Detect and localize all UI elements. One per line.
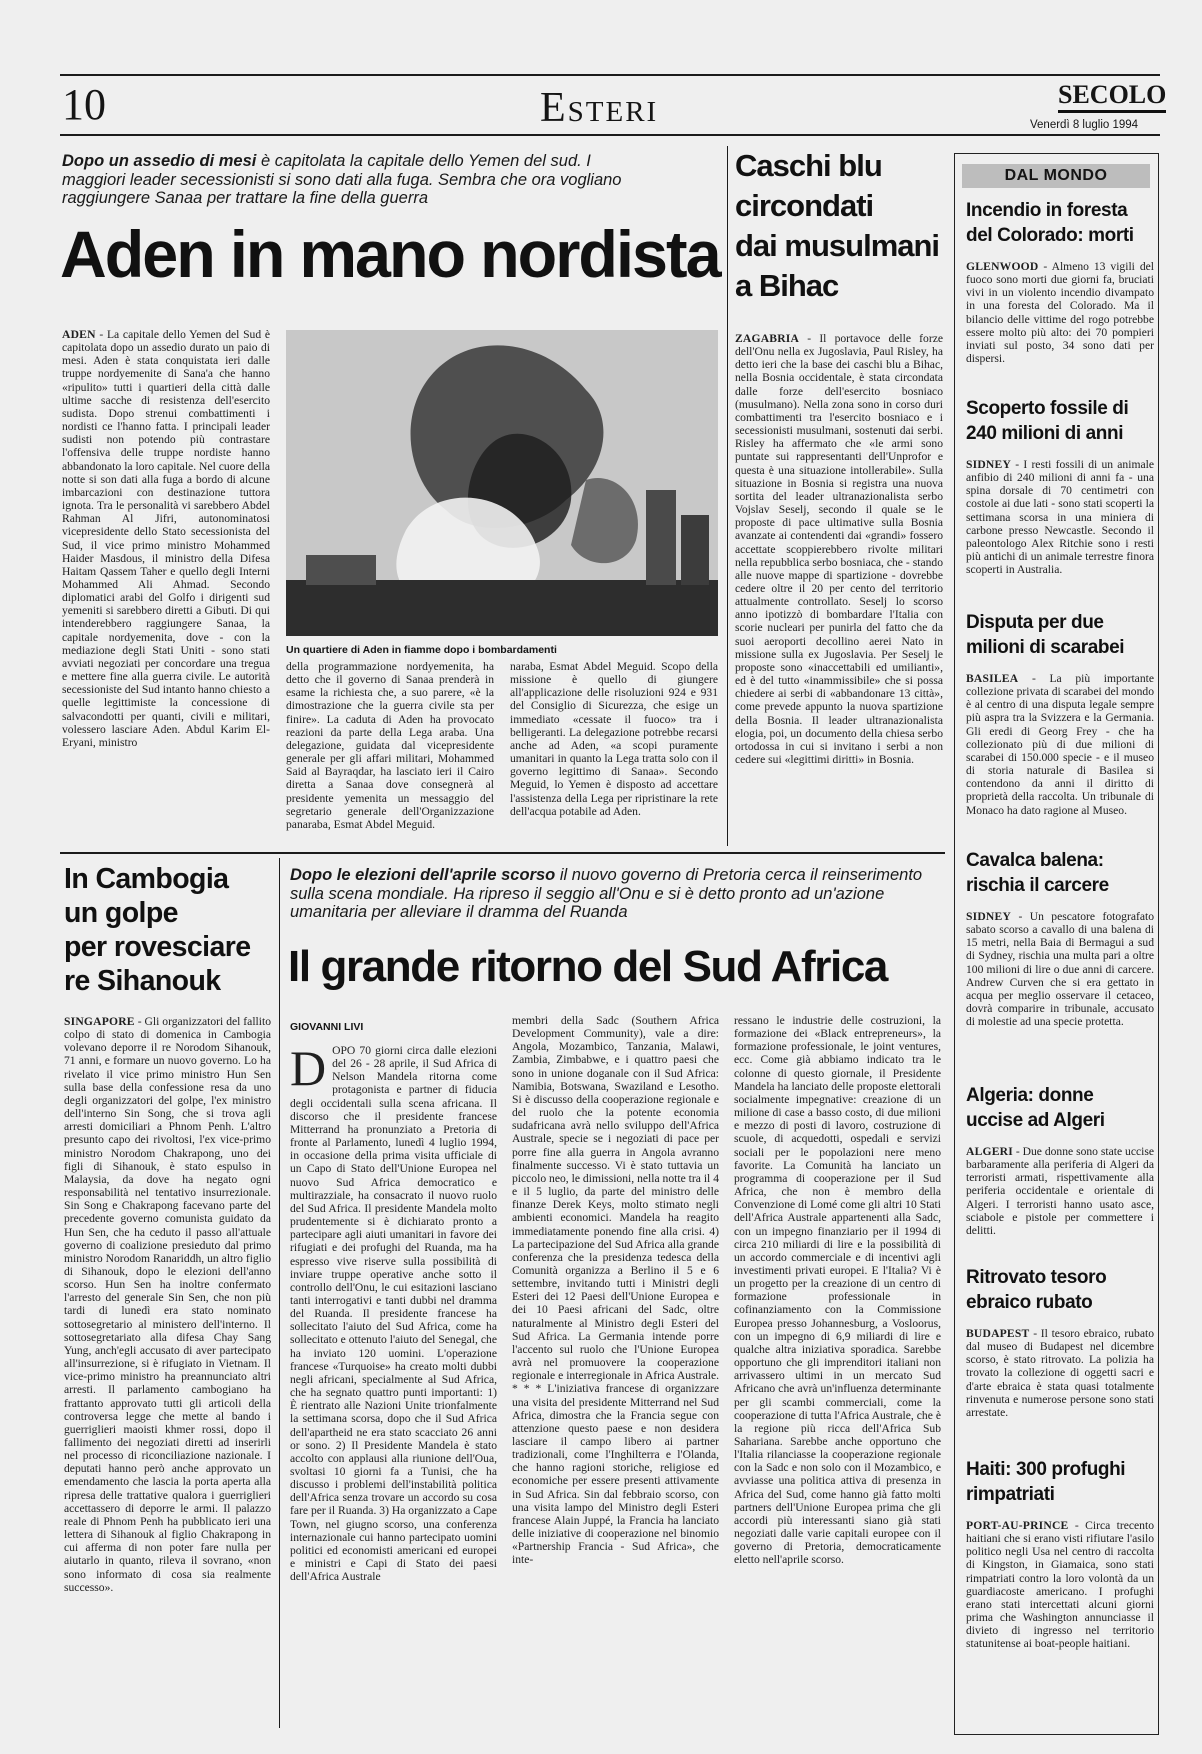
- news-item-body: [966, 1145, 1154, 1237]
- news-item-title-2: rimpatriati: [966, 1484, 1055, 1505]
- aden-headline: Aden in mano nordista: [60, 217, 720, 291]
- sudafrica-byline: GIOVANNI LIVI: [290, 1021, 364, 1033]
- issue-date: Venerdì 8 luglio 1994: [1030, 119, 1139, 131]
- bihac-headline-1: Caschi blu: [735, 148, 882, 183]
- page-number: 10: [62, 80, 106, 129]
- news-item-text: - Un pescatore fotografato sabato scorso a cavallo di una balena di 15 metri, nella Baia di Bermagui a sud di Sydney, rischia una multa pari a oltre 100 milioni di lire o due anni di carcere. Andrew Curven che si era gettato in acqua per meglio osservare il cetaceo, dovrà comparire in tribunale, accusato di molestie ad una specie protetta.: [966, 910, 1154, 1029]
- aden-col-3: [510, 660, 718, 843]
- news-item-title-1: Haiti: 300 profughi: [966, 1459, 1126, 1480]
- sudafrica-kicker-rest: il nuovo governo di Pretoria cerca il reinserimento sulla scena mondiale. Ha ripreso il seggio all'Onu e si è detto pronto ad un'azione umanitaria per alleviare il dramma del Ruanda: [290, 866, 923, 921]
- news-item-title-2: del Colorado: morti: [966, 225, 1134, 246]
- aden-photo-caption: Un quartiere di Aden in fiamme dopo i bombardamenti: [286, 644, 557, 656]
- cambogia-headline-2: un golpe: [64, 897, 178, 929]
- news-item-dateline: BASILEA: [966, 672, 1019, 685]
- aden-col-1: [62, 328, 270, 843]
- news-item-title-1: Algeria: donne: [966, 1085, 1094, 1106]
- news-item-title-2: 240 milioni di anni: [966, 423, 1124, 444]
- bihac-headline-4: a Bihac: [735, 268, 839, 303]
- news-item-dateline: ALGERI: [966, 1145, 1013, 1158]
- news-item-body: [966, 458, 1154, 576]
- news-item-title-1: Scoperto fossile di: [966, 398, 1129, 419]
- news-item-dateline: GLENWOOD: [966, 260, 1039, 273]
- news-item-text: - Il tesoro ebraico, rubato dal museo di Budapest nel dicembre scorso, è stato ritrovato. La polizia ha trovato la collezione di oggetti sacri e d'arte ebraica è stata quasi totalmente rinvenuta e numerose persone sono stati arrestate.: [966, 1327, 1154, 1419]
- header-rule: [60, 134, 1160, 136]
- cambogia-text: - Gli organizzatori del fallito colpo di stato di domenica in Cambogia volevano deporre il re Norodom Sihanouk, 71 anni, e formare un nuovo governo. Lo ha rivelato il vice primo ministro Hun Sen sulla base della confessione resa da uno degli organizzatori del golpe, l'ex ministro dell'interno Sin Song, che si trova agli arresti domiciliari a Phnom Penh. L'altro presunto capo dei rivoltosi, l'ex vice-primo ministro Norodom Chakrapong, uno dei figli di Sihanouk, è stato espulso in Malaysia, da dove ha negato ogni responsabilità nel tentativo insurrezionale. Sin Song e Chakrapong facevano parte del precedente governo comunista guidato da Hun Sen, che ha ceduto il passo all'attuale governo di coalizione presieduto dal primo ministro Norodom Ranariddh, un altro figlio di Sihanouk, dopo le elezioni dell'anno scorso. Hun Sen ha inoltre confermato l'arresto del generale Sin Sen, che non più tardi di lunedì era stato nominato sottosegretario al ministero dell'interno. Il sottosegretariato alla difesa Chay Sang Yung, anch'egli accusato di aver partecipato all'insurrezione, si è rifugiato in Vietnam. Il vice-primo ministro ha preannunciato altri arresti. Il parlamento cambogiano ha frattanto approvato tutti gli articoli della controversa legge che mette al bando i guerriglieri maoisti khmer rossi, dopo il fallimento dei negoziati diretti ad inserirli nel processo di riconciliazione nazionale. I deputati hanno però anche approvato un emendamento che lascia la porta aperta alla ripresa delle trattative qualora i guerriglieri accettassero di deporre le armi. Il palazzo reale di Phnom Penh ha pubblicato ieri una lettera di Sihanouk al figlio Chakrapong in cui afferma di non poter fare nulla per aiutarlo in quanto, rileva il sovrano, «non sono informato di cosa sia realmente successo».: [64, 1015, 271, 1594]
- news-item-title-1: Cavalca balena:: [966, 850, 1104, 871]
- top-rule: [60, 74, 1160, 76]
- column-rule-2: [279, 858, 280, 1728]
- news-item-body: [966, 1519, 1154, 1651]
- aden-kicker: [62, 152, 642, 208]
- cambogia-body: [64, 1015, 271, 1720]
- aden-body-2: della programmazione nordyemenita, ha detto che il governo di Sanaa prenderà in esame la richiesta che, a suo parere, «è la dimostrazione che la guerra civile sta per finire». La caduta di Aden ha provocato reazioni da parte della Lega araba. Una delegazione, guidata dal vicepresidente generale per gli affari militari, Mohammed Said al Bayraqdar, ha lasciato ieri il Cairo diretta a Sanaa dove consegnerà al presidente yemenita un messaggio del segretario generale dell'Organizzazione panaraba, Esmat Abdel Meguid.: [286, 660, 494, 831]
- sudafrica-col-1: [290, 1044, 497, 1724]
- aden-body-3: naraba, Esmat Abdel Meguid. Scopo della missione è quello di giungere all'applicazione delle risoluzioni 924 e 931 del Consiglio di Sicurezza, che esige un immediato «cessate il fuoco» tra i belligeranti. La delegazione potrebbe recarsi anche ad Aden, «a scopi puramente umanitari in quanto la Lega tratta solo con il governo legittimo di Sanaa». Secondo Meguid, lo Yemen è disposto ad accettare l'assistenza della Lega per ripristinare la rete dell'acqua potabile ad Aden.: [510, 660, 718, 818]
- news-item-text: - Almeno 13 vigili del fuoco sono morti due giorni fa, bruciati vivi in un violento incendio divampato in una foresta del Colorado. Ma il bilancio delle vittime del rogo potrebbe essere molto più alto: dei 70 pompieri inviati sul posto, 34 sono dati per dispersi.: [966, 260, 1154, 366]
- sudafrica-headline: Il grande ritorno del Sud Africa: [288, 942, 887, 991]
- news-item: [966, 198, 1154, 396]
- sudafrica-col-3: [734, 1014, 941, 1724]
- news-item-dateline: BUDAPEST: [966, 1327, 1030, 1340]
- section-title: Esteri: [540, 85, 659, 131]
- sudafrica-body-1: OPO 70 giorni circa dalle elezioni del 26 - 28 aprile, il Sud Africa di Nelson Mandela ritorna come protagonista e partner di fiducia degli occidentali sulla scena africana. Il discorso che il presidente francese Mitterrand ha pronunziato a Pretoria di fronte al Parlamento, lunedì 4 luglio 1994, in occasione della prima visita ufficiale di un Capo di Stato dell'Unione Europea nel nuovo Sud Africa democratico e multirazziale, ha consacrato il nuovo ruolo del Sud Africa. Il presidente Mandela molto prudentemente si è dichiarato pronto a partecipare agli aiuti umanitari in favore dei rifugiati e dei profughi del Ruanda, ma ha espresso vive riserve sulla possibilità di inviare truppe operative anche sotto il controllo dell'Onu, le cui esitazioni lasciano tanti interrogativi e tanti dubbi nel dramma del Ruanda. Il presidente francese ha sollecitato l'aiuto del Sud Africa, come ha sollecitato e ottenuto l'aiuto del Senegal, che ha inviato 120 uomini. L'operazione francese «Turquoise» ha creato molti dubbi negli africani, specialmente al Sud Africa, che ha segnato quattro punti importanti: 1) È rientrato alle Nazioni Unite trionfalmente la settimana scorsa, dopo che il Sud Africa dell'apartheid ne era stato scacciato 26 anni or sono. 2) Il Presidente Mandela è stato accolto con applausi alla riunione dell'Oua, svoltasi 10 giorni fa a Tunisi, che ha discusso i problemi dell'instabilità politica dell'Africa senza trovare un accordo su cosa fare per il Ruanda. 3) Ha organizzato a Cape Town, nel giugno scorso, una conferenza internazionale cui hanno partecipato uomini politici ed economisti americani ed europei e ministri e Capi di Stato dei paesi dell'Africa Australe: [290, 1044, 497, 1584]
- news-item-body: [966, 672, 1154, 817]
- bihac-headline-2: circondati: [735, 188, 874, 223]
- sudafrica-dropcap: D: [290, 1044, 327, 1096]
- news-item-dateline: SIDNEY: [966, 458, 1012, 471]
- cambogia-headline-1: In Cambogia: [64, 863, 229, 895]
- bihac-text: - Il portavoce delle forze dell'Onu nella ex Jugoslavia, Paul Risley, ha detto ieri che la base dei caschi blu a Bihac, nella Bosnia occidentale, è stata circondata dalle forze dell'esercito bosniaco (musulmano). Nella zona sono in corso duri combattimenti tra l'esercito bosniaco e i secessionisti musulmani, sostenuti dai serbi. Risley ha affermato che «le armi sono puntate sui rappresentanti dell'Unprofor e questa è una situazione intollerabile». Sulla situazione in Bosnia si registra una nuova sortita del leader ultranazionalista serbo Vojslav Seselj, secondo il quale se le proposte di pace ultimative sulla Bosnia avanzate ai contendenti dai «grandi» fossero accettate scoppierebbero rivolte militari nella repubblica serbo bosniaca, che - stando alle nuove mappe di spartizione - dovrebbe cedere oltre il 20 per cento del territorio attualmente controllato. Seselj lo scorso anno ipotizzò di bombardare l'Italia con scorie nucleari per punirla del fatto che da suoi aeroporti decollino aerei Nato in missione sulla ex Jugoslavia. Per Seselj le proposte sono «inaccettabili ed umilianti», ed è del tutto «inammissibile» che si possa chiedere ai serbi di «abbandonare 13 città», come prevede appunto la nuova spartizione della Bosnia. Il leader ultranazionalista elogia, poi, un documento della chiesa serbo ortodossa in cui si invitano i serbi a non cedere sui «legittimi diritti» in Bosnia.: [735, 332, 943, 766]
- column-rule-1: [727, 146, 728, 846]
- news-item: [966, 848, 1154, 1083]
- news-item-title-1: Ritrovato tesoro: [966, 1267, 1107, 1288]
- aden-dateline: ADEN: [62, 328, 96, 341]
- news-item-body: [966, 1327, 1154, 1419]
- aden-kicker-rest: è capitolata la capitale dello Yemen del sud. I maggiori leader secessionisti si sono dati alla fuga. Sembra che ora vogliano raggiungere Sanaa per trattare la fine della guerra: [62, 152, 622, 207]
- news-item-text: - Due donne sono state uccise barbaramente alla periferia di Algeri da terroristi armati, rispettivamente alla periferia occidentale e orientale di Algeri. I terroristi hanno usato asce, sciabole e pistole per commettere i delitti.: [966, 1145, 1154, 1237]
- news-item: [966, 1265, 1154, 1457]
- sudafrica-col-2: [512, 1014, 719, 1724]
- sudafrica-body-3: ressano le industrie delle costruzioni, la formazione dei «Black entrepreneurs», la formazione professionale, le joint ventures, ecc. Come già abbiamo indicato tra le colonne di questo giornale, il Presidente Mandela ha lanciato delle proposte elettorali socialmente impegnative: creazione di un milione di case a basso costo, di due milioni e mezzo di posti di lavoro, costruzione di scuole, di acquedotti, ospedali e servizi sociali per le popolazioni nere meno favorite. La Comunità ha lanciato un programma di cooperazione per il Sud Africa, che non è membro della Convenzione di Lomé come gli altri 10 Stati dell'Africa Australe appartenenti alla Sadc, con un impegno finanziario per il 1994 di circa 210 miliardi di lire e la possibilità di un accordo commerciale e di incentivi agli investimenti privati europei. E l'Italia? Vi è un progetto per la creazione di un centro di formazione professionale in cofinanziamento con la Commissione Europea presso Johannesburg, a Vosloorus, con un impegno di 6,9 miliardi di lire e qualche altra iniziativa sporadica. Sarebbe opportuno che gli imprenditori italiani non arrivassero ultimi in un mercato Sud Africano che avrà un'influenza determinante per gli scambi commerciali, come la cooperazione di tutta l'Africa Australe, che è la regione più ricca dell'Africa Sub Sahariana. Sarebbe anche opportuno che l'Italia rilanciasse la cooperazione regionale con la Sadc e non solo con il Mozambico, e avviasse una politica attiva di presenza in Africa del Sud, come hanno già fatto molti partners dell'Unione Europea prima che gli accordi più interessanti siano già stati negoziati dalle varie capitali europee con il governo di Pretoria, democraticamente eletto nell'aprile scorso.: [734, 1014, 941, 1567]
- cambogia-dateline: SINGAPORE: [64, 1015, 135, 1028]
- news-item-text: - I resti fossili di un animale anfibio di 240 milioni di anni fa - una spina dorsale di 70 centimetri con costole ai due lati - sono stati scoperti la settimana scorsa in una miniera di carbone presso Newcastle. Secondo il paleontologo Alex Ritchie sono i resti più antichi di un animale terrestre finora scoperti in Australia.: [966, 458, 1154, 577]
- bihac-headline-3: dai musulmani: [735, 228, 940, 263]
- news-item-title-1: Disputa per due: [966, 612, 1104, 633]
- news-item-title-1: Incendio in foresta: [966, 200, 1128, 221]
- bihac-dateline: ZAGABRIA: [735, 332, 800, 345]
- news-item-title-2: ebraico rubato: [966, 1292, 1093, 1313]
- cambogia-headline-3: per rovesciare: [64, 931, 251, 963]
- mid-rule: [60, 852, 945, 854]
- aden-body-1: - La capitale dello Yemen del Sud è capitolata dopo un assedio durato un paio di mesi. Aden è stata conquistata ieri dalle truppe nordyemenite di Sana'a che hanno «ripulito» tutti i quartieri della città dalle ultime sacche di resistenza dell'esercito sudista. Dopo strenui combattimenti i nordisti ce l'hanno fatta. I principali leader sudisti non potendo più contrastare l'offensiva delle truppe nordiste hanno abbandonato la loro capitale. Nel cuore della notte si son dati alla fuga a bordo di alcune imbarcazioni con destinazione tuttora ignota. Tra le personalità vi sarebbero Abdel Rahman Al Jifri, autonominatosi vicepresidente dello Stato secessionista del Sud, il vice primo ministro Mohammed Haider Masdous, il ministro della Difesa Haitam Qassem Taher e quello degli Interni Mohammed Ali Ahmad. Secondo diplomatici arabi del Golfo i dirigenti sud yemeniti si sarebbero diretti a Gibuti. Di qui intenderebbero raggiungere Sanaa, la capitale nordyemenita, dove - con la mediazione degli Stati Uniti - sono stati avviati negoziati per concordare una tregua e mettere fine alla guerra civile. Le autorità secessioniste del Sud intanto hanno chiesto a quelle legittimiste la concessione di salvacondotti per quanti, civili e militari, volessero lasciare Aden. Abdul Karim El-Eryani, ministro: [62, 328, 270, 749]
- news-item: [966, 610, 1154, 848]
- sudafrica-kicker: [290, 866, 940, 922]
- aden-kicker-strong: Dopo un assedio di mesi: [62, 152, 257, 170]
- masthead: SECOLO: [1058, 80, 1166, 113]
- cambogia-headline: [64, 862, 274, 998]
- dal-mondo-header: DAL MONDO: [962, 164, 1150, 188]
- aden-photo: [286, 330, 718, 636]
- aden-col-2: [286, 660, 494, 843]
- cambogia-headline-4: re Sihanouk: [64, 965, 221, 997]
- dal-mondo-items: [966, 198, 1154, 1687]
- sudafrica-kicker-strong: Dopo le elezioni dell'aprile scorso: [290, 866, 556, 884]
- bihac-body: [735, 332, 943, 845]
- news-item: [966, 1457, 1154, 1687]
- news-item-title-2: rischia il carcere: [966, 875, 1109, 896]
- smoke-fire-image: [286, 330, 718, 636]
- news-item: [966, 396, 1154, 610]
- news-item-body: [966, 260, 1154, 365]
- news-item-body: [966, 910, 1154, 1028]
- news-item-text: - La più importante collezione privata di scarabei del mondo è al centro di una disputa legale sempre più aspra tra la Svizzera e la Germania. Gli eredi di Georg Frey - che ha collezionato più di due milioni di scarabei di 150.000 specie - e il museo di storia naturale di Basilea si contendono da anni il diritto di proprietà della raccolta. Un tribunale di Monaco ha dato ragione al Museo.: [966, 672, 1154, 817]
- news-item-title-2: uccise ad Algeri: [966, 1110, 1105, 1131]
- news-item-dateline: SIDNEY: [966, 910, 1012, 923]
- news-item-dateline: PORT-AU-PRINCE: [966, 1519, 1069, 1532]
- news-item-title-2: milioni di scarabei: [966, 637, 1125, 658]
- news-item-text: - Circa trecento haitiani che si erano visti rifiutare l'asilo politico negli Usa nel centro di raccolta di Kingston, in Giamaica, sono stati rimpatriati contro la loro volontà da un guardiacoste americano. I profughi erano stati intercettati alcuni giorni prima che Washington annunciasse il divieto di ingresso nel territorio statunitense ai boat-people haitiani.: [966, 1519, 1154, 1651]
- sudafrica-body-2: membri della Sadc (Southern Africa Development Community), vale a dire: Angola, Mozambico, Tanzania, Malawi, Zambia, Zimbabwe, e i quattro paesi che sono in unione doganale con il Sud Africa: Namibia, Botswana, Swaziland e Lesotho. Si è discusso della cooperazione regionale e del ruolo che la potente economia sudafricana avrà nello sviluppo dell'Africa Australe, specie se i negoziati di pace per porre fine alla guerra in Angola avranno finalmente successo. Vi è stato tuttavia un piccolo neo, le dimissioni, nella notte tra il 4 e il 5 luglio, da parte del ministro delle finanze Derek Keys, molto stimato negli ambienti economici. Mandela ha reagito immediatamente ponendo fine alla crisi. 4) La partecipazione del Sud Africa alla grande conferenza che la presidenza tedesca della Comunità organizza a Berlino il 5 e 6 settembre, invitando tutti i Ministri degli Esteri dei 12 Paesi dell'Unione Europea e dei 10 Paesi africani del Sadc, oltre naturalmente al Ministro degli Esteri del Sud Africa. La Germania intende porre l'accento sul ruolo che l'Unione Europea avrà nel promuovere la cooperazione regionale e interregionale in Africa Australe. * * * L'iniziativa francese di organizzare una visita del presidente Mitterrand nel Sud Africa, dimostra che la Francia segue con attenzione questo paese e non desidera lasciare il campo libero ai partner tradizionali, come l'Inghilterra e l'Olanda, che hanno ragioni storiche, religiose ed economiche per essere presenti attivamente in Sud Africa. Sin dal febbraio scorso, con una visita lampo del Ministro degli Esteri francese Alain Juppé, la Francia ha lanciato delle iniziative di cooperazione nel binomio «Partnership Francia - Sud Africa», che inte-: [512, 1014, 719, 1567]
- bihac-headline: [735, 146, 945, 306]
- news-item: [966, 1083, 1154, 1265]
